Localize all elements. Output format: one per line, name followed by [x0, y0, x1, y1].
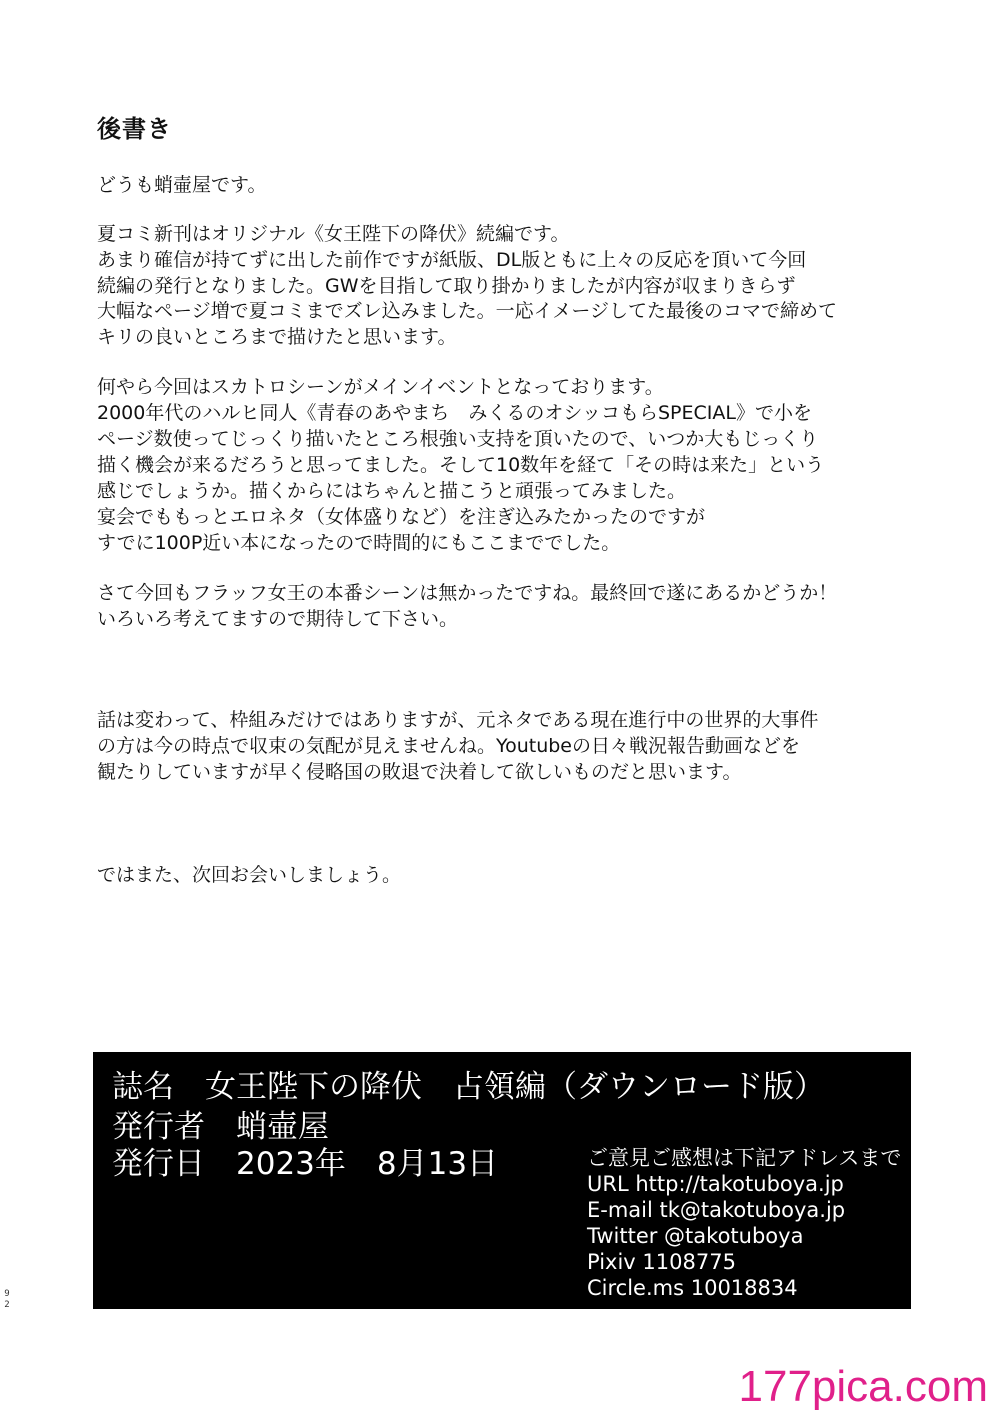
afterword-line: 感じでしょうか。描くからにはちゃんと描こうと頑張ってみました。 [97, 480, 687, 502]
colophon-title-line: 誌名 女王陛下の降伏 占領編（ダウンロード版） [112, 1069, 825, 1105]
colophon-date-line: 発行日 2023年 8月13日 [112, 1146, 499, 1182]
afterword-title: 後書き [97, 115, 172, 143]
contact-circle: Circle.ms 10018834 [587, 1276, 798, 1300]
colophon-publisher-line: 発行者 蛸壷屋 [112, 1109, 329, 1145]
afterword-line: 宴会でももっとエロネタ（女体盛りなど）を注ぎ込みたかったのですが [97, 506, 706, 528]
afterword-line: 大幅なページ増で夏コミまでズレ込みました。一応イメージしてた最後のコマで締めて [97, 300, 838, 322]
contact-twitter: Twitter @takotuboya [587, 1224, 804, 1248]
afterword-line: あまり確信が持てずに出した前作ですが紙版、DL版ともに上々の反応を頂いて今回 [97, 249, 807, 271]
afterword-line: 2000年代のハルヒ同人《青春のあやまち みくるのオシッコもらSPECIAL》で小を [97, 402, 812, 424]
afterword-line: どうも蛸壷屋です。 [97, 174, 267, 196]
afterword-line: いろいろ考えてますので期待して下さい。 [97, 608, 459, 630]
watermark: 177pica.com [738, 1362, 988, 1411]
page-number [3, 1289, 11, 1311]
afterword-line: 夏コミ新刊はオリジナル《女王陛下の降伏》続編です。 [97, 223, 570, 245]
contact-pixiv: Pixiv 1108775 [587, 1250, 736, 1274]
page-number-digit: 2 [4, 1300, 10, 1310]
contact-email: E-mail tk@takotuboya.jp [587, 1198, 846, 1222]
afterword-line: さて今回もフラッフ女王の本番シーンは無かったですね。最終回で遂にあるかどうか！ [97, 582, 838, 604]
afterword-line: ではまた、次回お会いしましょう。 [97, 864, 402, 886]
colophon-box [93, 1052, 911, 1309]
page-number-digit: 9 [4, 1289, 10, 1299]
afterword-line: ページ数使ってじっくり描いたところ根強い支持を頂いたので、いつか大もじっくり [97, 428, 819, 450]
contact-url: URL http://takotuboya.jp [587, 1172, 844, 1196]
afterword-line: 話は変わって、枠組みだけではありますが、元ネタである現在進行中の世界的大事件 [97, 709, 819, 731]
afterword-line: の方は今の時点で収束の気配が見えませんね。Youtubeの日々戦況報告動画などを [97, 735, 800, 757]
afterword-line: キリの良いところまで描けたと思います。 [97, 326, 457, 348]
afterword-line: 何やら今回はスカトロシーンがメインイベントとなっております。 [97, 376, 664, 398]
afterword-line: 続編の発行となりました。GWを目指して取り掛かりましたが内容が収まりきらず [97, 275, 796, 297]
afterword-line: すでに100P近い本になったので時間的にもここまででした。 [97, 532, 621, 554]
contact-intro: ご意見ご感想は下記アドレスまで [587, 1146, 902, 1170]
afterword-line: 描く機会が来るだろうと思ってました。そして10数年を経て「その時は来た」という [97, 454, 825, 476]
afterword-line: 観たりしていますが早く侵略国の敗退で決着して欲しいものだと思います。 [97, 761, 742, 783]
